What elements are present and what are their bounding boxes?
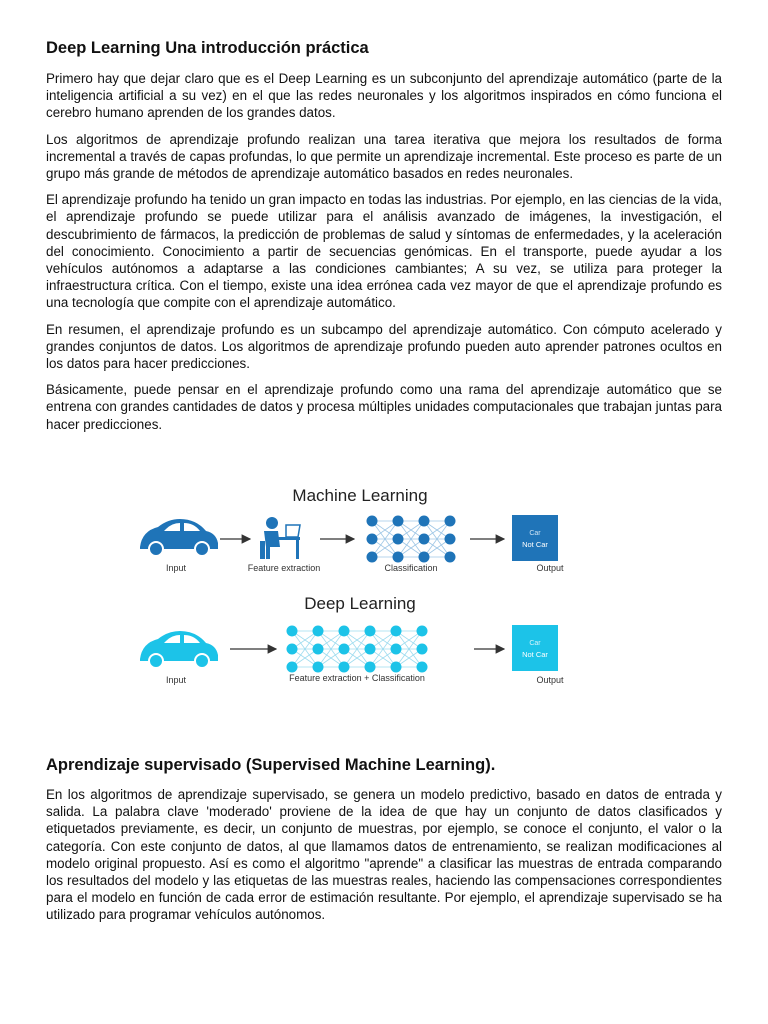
- paragraph-4: En resumen, el aprendizaje profundo es un subcampo del aprendizaje automático. Con cómputo acelerado y grandes conjuntos de datos. Los algoritmos de aprendizaje profundo pueden auto aprender patrones ocultos en los datos para hacer predicciones.: [46, 321, 722, 372]
- dl-feature-classification-label: Feature extraction + Classification: [289, 673, 425, 683]
- paragraph-1: Primero hay que dejar claro que es el Deep Learning es un subconjunto del aprendizaje automático (parte de la inteligencia artificial a su vez) en el que las redes neuronales y los algoritmos inspirados en cómo funciona el cerebro humano aprenden de los grandes datos.: [46, 71, 722, 121]
- paragraph-5: Básicamente, puede pensar en el aprendizaje profundo como una rama del aprendizaje automático que se entrena con grandes cantidades de datos y procesa múltiples unidades computacionales que trabajan juntas para hacer predicciones.: [46, 382, 722, 432]
- paragraph-3: El aprendizaje profundo ha tenido un gran impacto en todas las industrias. Por ejemplo, en las ciencias de la vida, el aprendizaje profundo se puede utilizar para el análisis avanzado de imágenes, la investigación, el descubrimiento de fármacos, la predicción de problemas de salud y síntomas de enfermedades, y la aceleración del conocimiento. Conocimiento a partir de secuencias genómicas. En el transporte, puede ayudar a los vehículos autónomos a adaptarse a las condiciones cambiantes; A su vez, se utiliza para proteger la infraestructura crítica. Con el tiempo, existe una idea errónea cada vez mayor de que el aprendizaje profundo es una tecnología que compite con el aprendizaje automático.: [46, 192, 722, 311]
- ml-feature-label: Feature extraction: [247, 563, 321, 573]
- ml-car-icon: [140, 519, 218, 556]
- dl-output-car: Car: [529, 640, 541, 647]
- dl-car-icon: [140, 631, 218, 668]
- ml-output-notcar: Not Car: [522, 540, 548, 549]
- ml-vs-dl-diagram: [120, 481, 612, 693]
- document-body: [46, 38, 722, 442]
- ml-input-label: Input: [165, 563, 187, 573]
- dl-output-box: [512, 625, 558, 671]
- page-title: Deep Learning Una introducción práctica: [46, 39, 369, 57]
- ml-classification-network: [367, 516, 456, 563]
- paragraph-2: Los algoritmos de aprendizaje profundo realizan una tarea iterativa que mejora los resultados de forma incremental a través de capas profundas, lo que permite un aprendizaje incremental. Este proceso es parte de un grupo más grande de métodos de aprendizaje automático basados en redes neuronales.: [46, 131, 722, 182]
- dl-input-label: Input: [165, 675, 187, 685]
- ml-output-car: Car: [529, 530, 541, 537]
- ml-output-box: [512, 515, 558, 561]
- dl-network: [287, 626, 428, 673]
- ml-feature-extraction-icon: [260, 517, 300, 559]
- dl-output-label: Output: [536, 675, 564, 685]
- section-heading: Aprendizaje supervisado (Supervised Machine Learning).: [46, 756, 496, 774]
- dl-output-notcar: Not Car: [522, 650, 548, 659]
- section-supervised: [46, 755, 722, 933]
- section-paragraph: En los algoritmos de aprendizaje supervisado, se genera un modelo predictivo, basado en datos de entrada y salida. La palabra clave 'moderado' proviene de la idea de que hay un conjunto de datos clasificados y etiquetados previamente, es decir, un conjunto de muestras, por ejemplo, se conoce el conjunto, el valor o la categoría. Con este conjunto de datos, al que llamamos datos de entrenamiento, se realizan modificaciones al modelo original propuesto. Así es como el algoritmo "aprende" a clasificar las muestras de entrada comparando los resultados del modelo y las etiquetas de las muestras reales, haciendo las compensaciones correspondientes para el modelo en función de cada error de estimación resultante. Por ejemplo, el aprendizaje supervisado se ha utilizado para programar vehículos autónomos.: [46, 787, 722, 923]
- dl-title: Deep Learning: [304, 594, 416, 613]
- ml-classification-label: Classification: [384, 563, 438, 573]
- ml-title: Machine Learning: [292, 486, 428, 505]
- ml-output-label: Output: [536, 563, 564, 573]
